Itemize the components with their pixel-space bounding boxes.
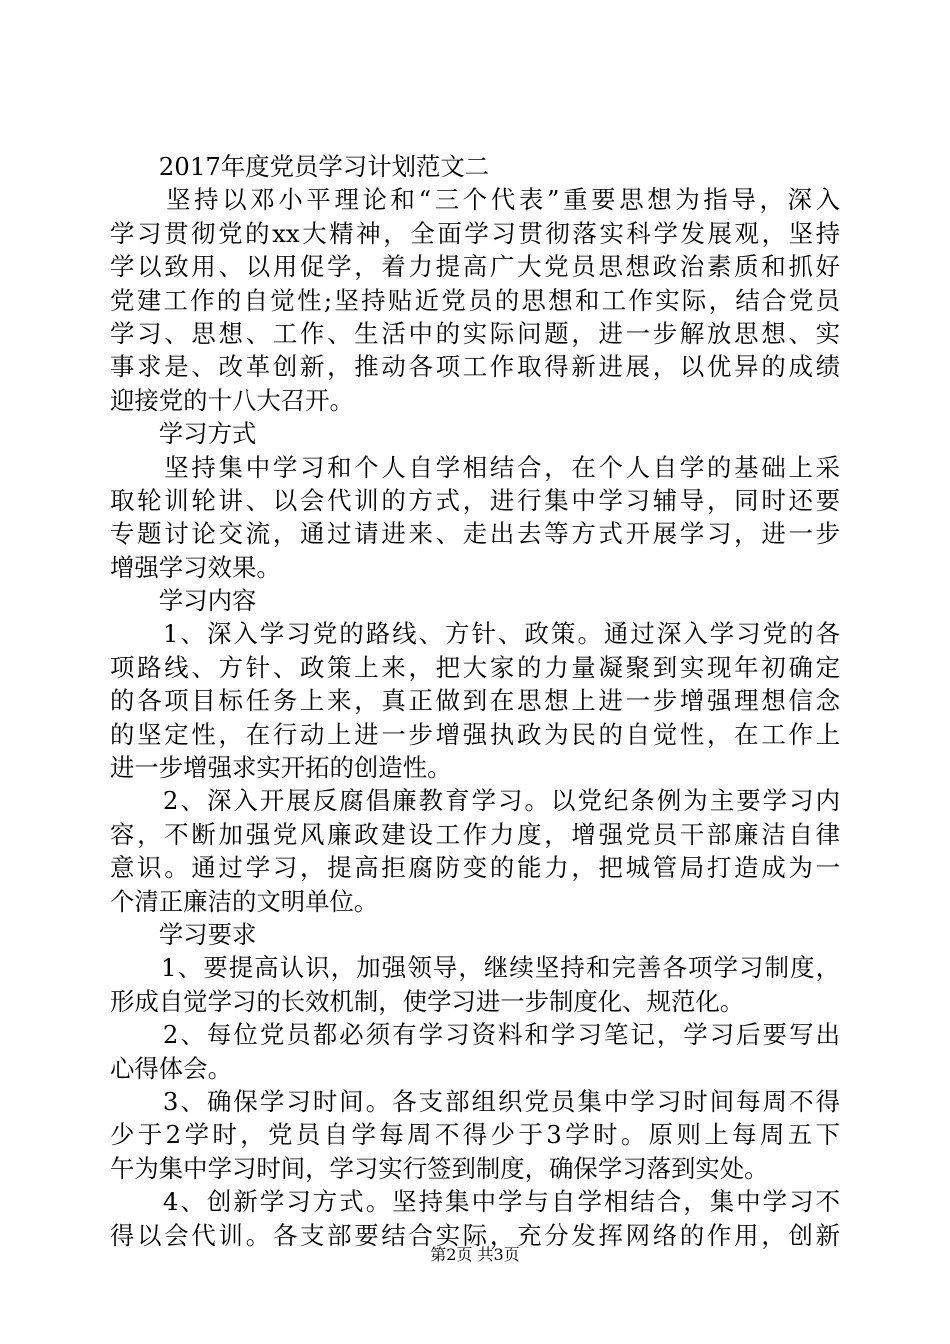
text-line: 4、创新学习方式。坚持集中学与自学相结合，集中学习不	[110, 1187, 840, 1217]
text-line: 的坚定性，在行动上进一步增强执政为民的自觉性，在工作上	[110, 719, 840, 749]
page-footer	[0, 1245, 950, 1265]
text-line: 事求是、改革创新，推动各项工作取得新进展，以优异的成绩	[110, 352, 840, 382]
text-line: 1、深入学习党的路线、方针、政策。通过深入学习党的各	[110, 619, 840, 649]
text-line: 1、要提高认识，加强领导，继续坚持和完善各项学习制度，	[110, 953, 840, 983]
document-title: 2017年度党员学习计划范文二	[110, 152, 490, 181]
text-line: 专题讨论交流，通过请进来、走出去等方式开展学习，进一步	[110, 519, 840, 549]
text-line: 2、深入开展反腐倡廉教育学习。以党纪条例为主要学习内	[110, 786, 840, 816]
text-line: 取轮训轮讲、以会代训的方式，进行集中学习辅导，同时还要	[110, 485, 840, 515]
text-line: 少于2学时，党员自学每周不得少于3学时。原则上每周五下	[110, 1120, 840, 1150]
text-line: 坚持以邓小平理论和“三个代表”重要思想为指导，深入	[110, 185, 840, 215]
text-line: 容，不断加强党风廉政建设工作力度，增强党员干部廉洁自律	[110, 819, 840, 849]
text-line: 形成自觉学习的长效机制，使学习进一步制度化、规范化。	[110, 986, 745, 1016]
page-number: 第2页 共3页	[430, 1245, 520, 1264]
text-line: 3、确保学习时间。各支部组织党员集中学习时间每周不得	[110, 1086, 840, 1116]
text-line: 坚持集中学习和个人自学相结合，在个人自学的基础上采	[110, 452, 840, 482]
text-line: 午为集中学习时间，学习实行签到制度，确保学习落到实处。	[110, 1153, 769, 1183]
text-line: 学以致用、以用促学，着力提高广大党员思想政治素质和抓好	[110, 252, 840, 282]
text-line: 学习内容	[110, 586, 257, 616]
text-line: 项路线、方针、政策上来，把大家的力量凝聚到实现年初确定	[110, 652, 840, 682]
text-line: 党建工作的自觉性;坚持贴近党员的思想和工作实际，结合党员	[110, 285, 840, 315]
text-line: 2、每位党员都必须有学习资料和学习笔记，学习后要写出	[110, 1020, 840, 1050]
text-line: 学习、思想、工作、生活中的实际问题，进一步解放思想、实	[110, 318, 840, 348]
text-line: 个清正廉洁的文明单位。	[110, 886, 379, 916]
text-line: 进一步增强求实开拓的创造性。	[110, 753, 452, 783]
document-text	[110, 183, 840, 1252]
document-body	[110, 150, 840, 1252]
text-line: 意识。通过学习，提高拒腐防变的能力，把城管局打造成为一	[110, 853, 840, 883]
text-line: 心得体会。	[110, 1053, 232, 1083]
text-line: 学习方式	[110, 419, 257, 449]
text-line: 学习要求	[110, 919, 257, 949]
text-line: 增强学习效果。	[110, 552, 281, 582]
text-line: 学习贯彻党的xx大精神，全面学习贯彻落实科学发展观，坚持	[110, 218, 840, 248]
text-line: 得以会代训。各支部要结合实际，充分发挥网络的作用，创新	[110, 1220, 840, 1250]
text-line: 的各项目标任务上来，真正做到在思想上进一步增强理想信念	[110, 686, 840, 716]
text-line: 迎接党的十八大召开。	[110, 385, 354, 415]
